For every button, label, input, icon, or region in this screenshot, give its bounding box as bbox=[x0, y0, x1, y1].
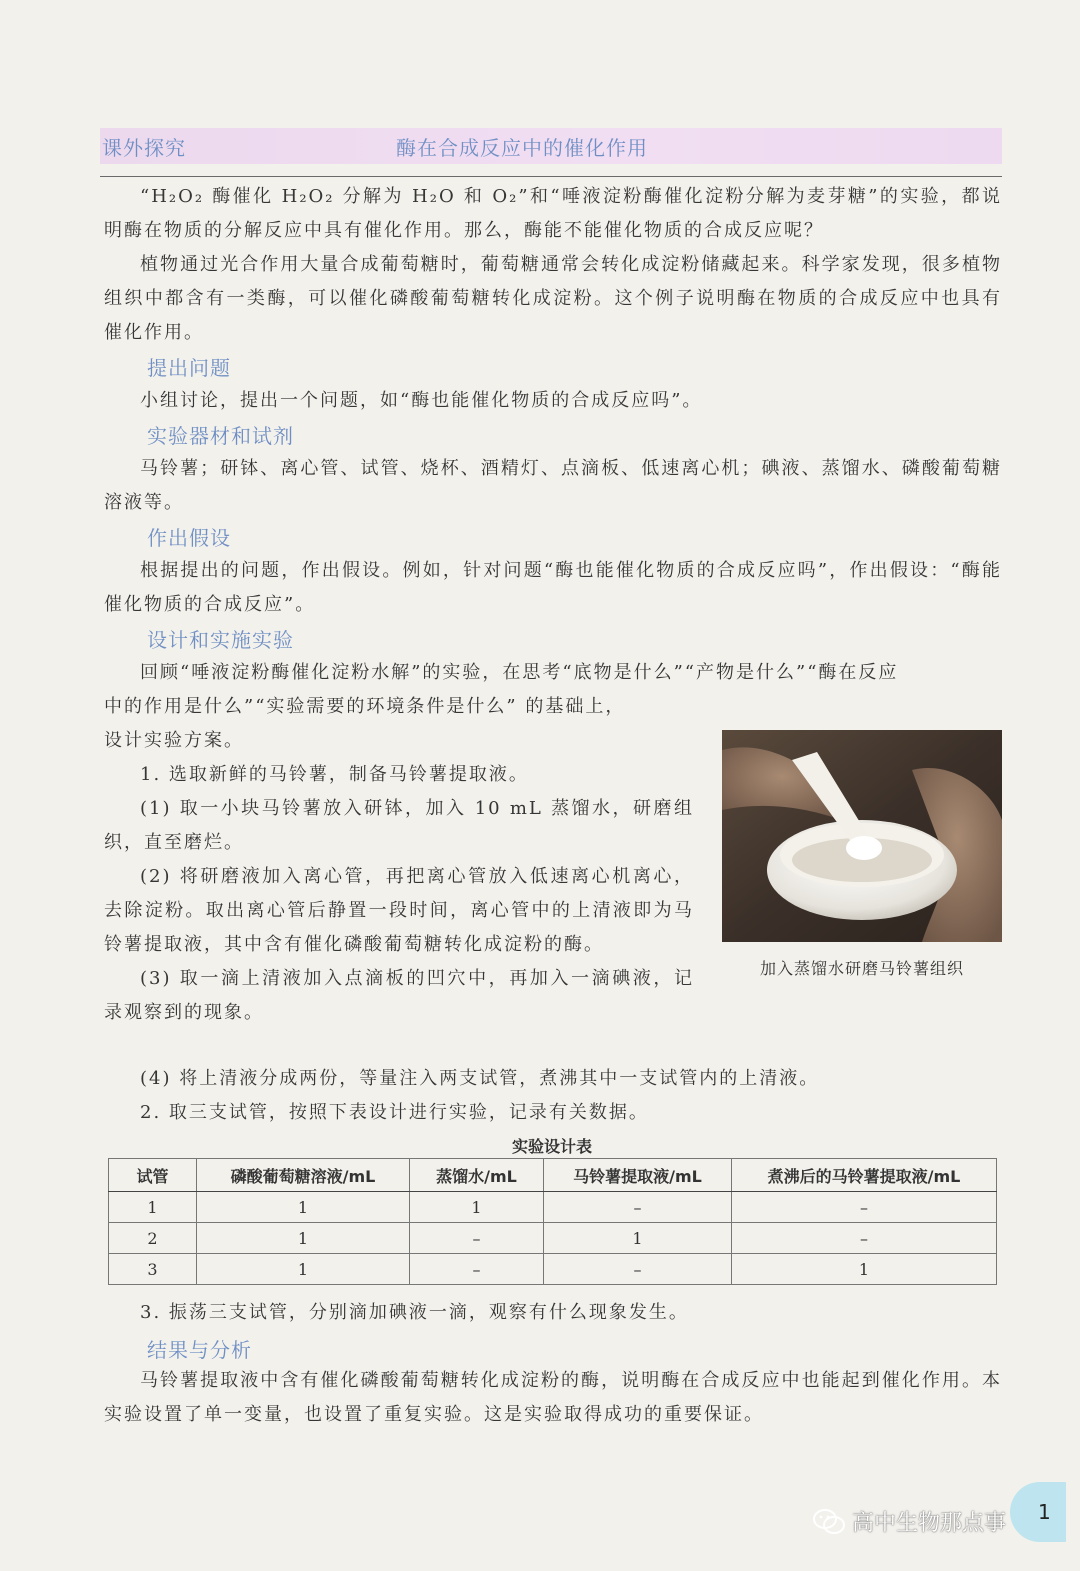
page-number: 1 bbox=[1038, 1500, 1051, 1524]
section-banner bbox=[100, 128, 1002, 164]
table-row bbox=[109, 1254, 997, 1285]
table-cell: – bbox=[544, 1192, 732, 1223]
table-header-cell: 马铃薯提取液/mL bbox=[544, 1159, 732, 1192]
design-intro-line-1: 回顾“唾液淀粉酶催化淀粉水解”的实验，在思考“底物是什么”“产物是什么”“酶在反应 bbox=[140, 662, 899, 683]
table-cell: 1 bbox=[197, 1192, 410, 1223]
results-block bbox=[104, 1364, 1002, 1432]
heading-materials: 实验器材和试剂 bbox=[147, 424, 294, 448]
hypothesis-block bbox=[104, 554, 1002, 622]
step-1-1: (1) 取一小块马铃薯放入研钵，加入 10 mL 蒸馏水，研磨组织，直至磨烂。 bbox=[104, 798, 694, 853]
hypothesis-text: 根据提出的问题，作出假设。例如，针对问题“酶也能催化物质的合成反应吗”，作出假设：“酶能催化物质的合成反应”。 bbox=[104, 560, 1002, 615]
table-header-cell: 试管 bbox=[109, 1159, 197, 1192]
heading-design: 设计和实施实验 bbox=[147, 628, 294, 652]
results-text: 马铃薯提取液中含有催化磷酸葡萄糖转化成淀粉的酶，说明酶在合成反应中也能起到催化作用。本实验设置了单一变量，也设置了重复实验。这是实验取得成功的重要保证。 bbox=[104, 1370, 1002, 1425]
table-cell: – bbox=[544, 1254, 732, 1285]
heading-question: 提出问题 bbox=[147, 356, 231, 380]
mortar-pestle-illustration bbox=[722, 730, 1002, 942]
table-title: 实验设计表 bbox=[511, 1137, 592, 1156]
heading-results: 结果与分析 bbox=[147, 1338, 252, 1362]
table-cell: – bbox=[410, 1254, 544, 1285]
step-3-block bbox=[104, 1296, 1002, 1330]
table-header-cell: 煮沸后的马铃薯提取液/mL bbox=[732, 1159, 997, 1192]
watermark bbox=[812, 1506, 1006, 1537]
wechat-icon bbox=[812, 1508, 846, 1536]
watermark-text: 高中生物那点事 bbox=[852, 1511, 1007, 1536]
table-cell: – bbox=[410, 1223, 544, 1254]
experiment-design-table bbox=[108, 1158, 997, 1285]
materials-block bbox=[104, 452, 1002, 520]
step-1-2: (2) 将研磨液加入离心管，再把离心管放入低速离心机离心，去除淀粉。取出离心管后静置一段时间，离心管中的上清液即为马铃薯提取液，其中含有催化磷酸葡萄糖转化成淀粉的酶。 bbox=[104, 866, 694, 955]
table-cell: 1 bbox=[197, 1223, 410, 1254]
step-2: 2. 取三支试管，按照下表设计进行实验，记录有关数据。 bbox=[140, 1102, 649, 1123]
table-row bbox=[109, 1223, 997, 1254]
step-1-4: (4) 将上清液分成两份，等量注入两支试管，煮沸其中一支试管内的上清液。 bbox=[140, 1068, 820, 1089]
section-title: 酶在合成反应中的催化作用 bbox=[396, 136, 648, 160]
table-cell: 1 bbox=[544, 1223, 732, 1254]
step-3: 3. 振荡三支试管，分别滴加碘液一滴，观察有什么现象发生。 bbox=[140, 1302, 689, 1323]
intro-paragraph-2: 植物通过光合作用大量合成葡萄糖时，葡萄糖通常会转化成淀粉储藏起来。科学家发现，很多植物组织中都含有一类酶，可以催化磷酸葡萄糖转化成淀粉。这个例子说明酶在物质的合成反应中也具有催化作用。 bbox=[104, 254, 1002, 343]
figure-caption: 加入蒸馏水研磨马铃薯组织 bbox=[759, 959, 964, 978]
header-rule bbox=[100, 176, 1002, 177]
design-steps-block-2 bbox=[104, 1062, 1002, 1130]
table-header-cell: 蒸馏水/mL bbox=[410, 1159, 544, 1192]
section-label: 课外探究 bbox=[102, 136, 186, 160]
table-cell: 1 bbox=[109, 1192, 197, 1223]
design-intro-line-3: 设计实验方案。 bbox=[104, 730, 244, 751]
page-number-tab bbox=[1010, 1482, 1066, 1542]
design-intro-line-2: 中的作用是什么”“实验需要的环境条件是什么” 的基础上， bbox=[104, 696, 626, 717]
table-cell: 1 bbox=[197, 1254, 410, 1285]
intro-paragraph-1: “H₂O₂ 酶催化 H₂O₂ 分解为 H₂O 和 O₂”和“唾液淀粉酶催化淀粉分解为麦芽糖”的实验，都说明酶在物质的分解反应中具有催化作用。那么，酶能不能催化物质的合成反应呢？ bbox=[104, 186, 1002, 241]
table-cell: 1 bbox=[732, 1254, 997, 1285]
table-row bbox=[109, 1192, 997, 1223]
table-cell: – bbox=[732, 1192, 997, 1223]
materials-text: 马铃薯；研钵、离心管、试管、烧杯、酒精灯、点滴板、低速离心机；碘液、蒸馏水、磷酸葡萄糖溶液等。 bbox=[104, 458, 1002, 513]
heading-hypothesis: 作出假设 bbox=[147, 526, 231, 550]
intro-block bbox=[104, 180, 1002, 350]
question-block bbox=[104, 384, 1002, 418]
table-cell: 2 bbox=[109, 1223, 197, 1254]
question-text: 小组讨论，提出一个问题，如“酶也能催化物质的合成反应吗”。 bbox=[140, 390, 703, 411]
table-cell: 3 bbox=[109, 1254, 197, 1285]
table-header-row bbox=[109, 1159, 997, 1192]
table-cell: – bbox=[732, 1223, 997, 1254]
design-steps-block bbox=[104, 758, 694, 1030]
mortar-photo bbox=[722, 730, 1002, 942]
step-1-3: (3) 取一滴上清液加入点滴板的凹穴中，再加入一滴碘液，记录观察到的现象。 bbox=[104, 968, 694, 1023]
table-header-cell: 磷酸葡萄糖溶液/mL bbox=[197, 1159, 410, 1192]
step-1: 1. 选取新鲜的马铃薯，制备马铃薯提取液。 bbox=[140, 764, 529, 785]
table-cell: 1 bbox=[410, 1192, 544, 1223]
